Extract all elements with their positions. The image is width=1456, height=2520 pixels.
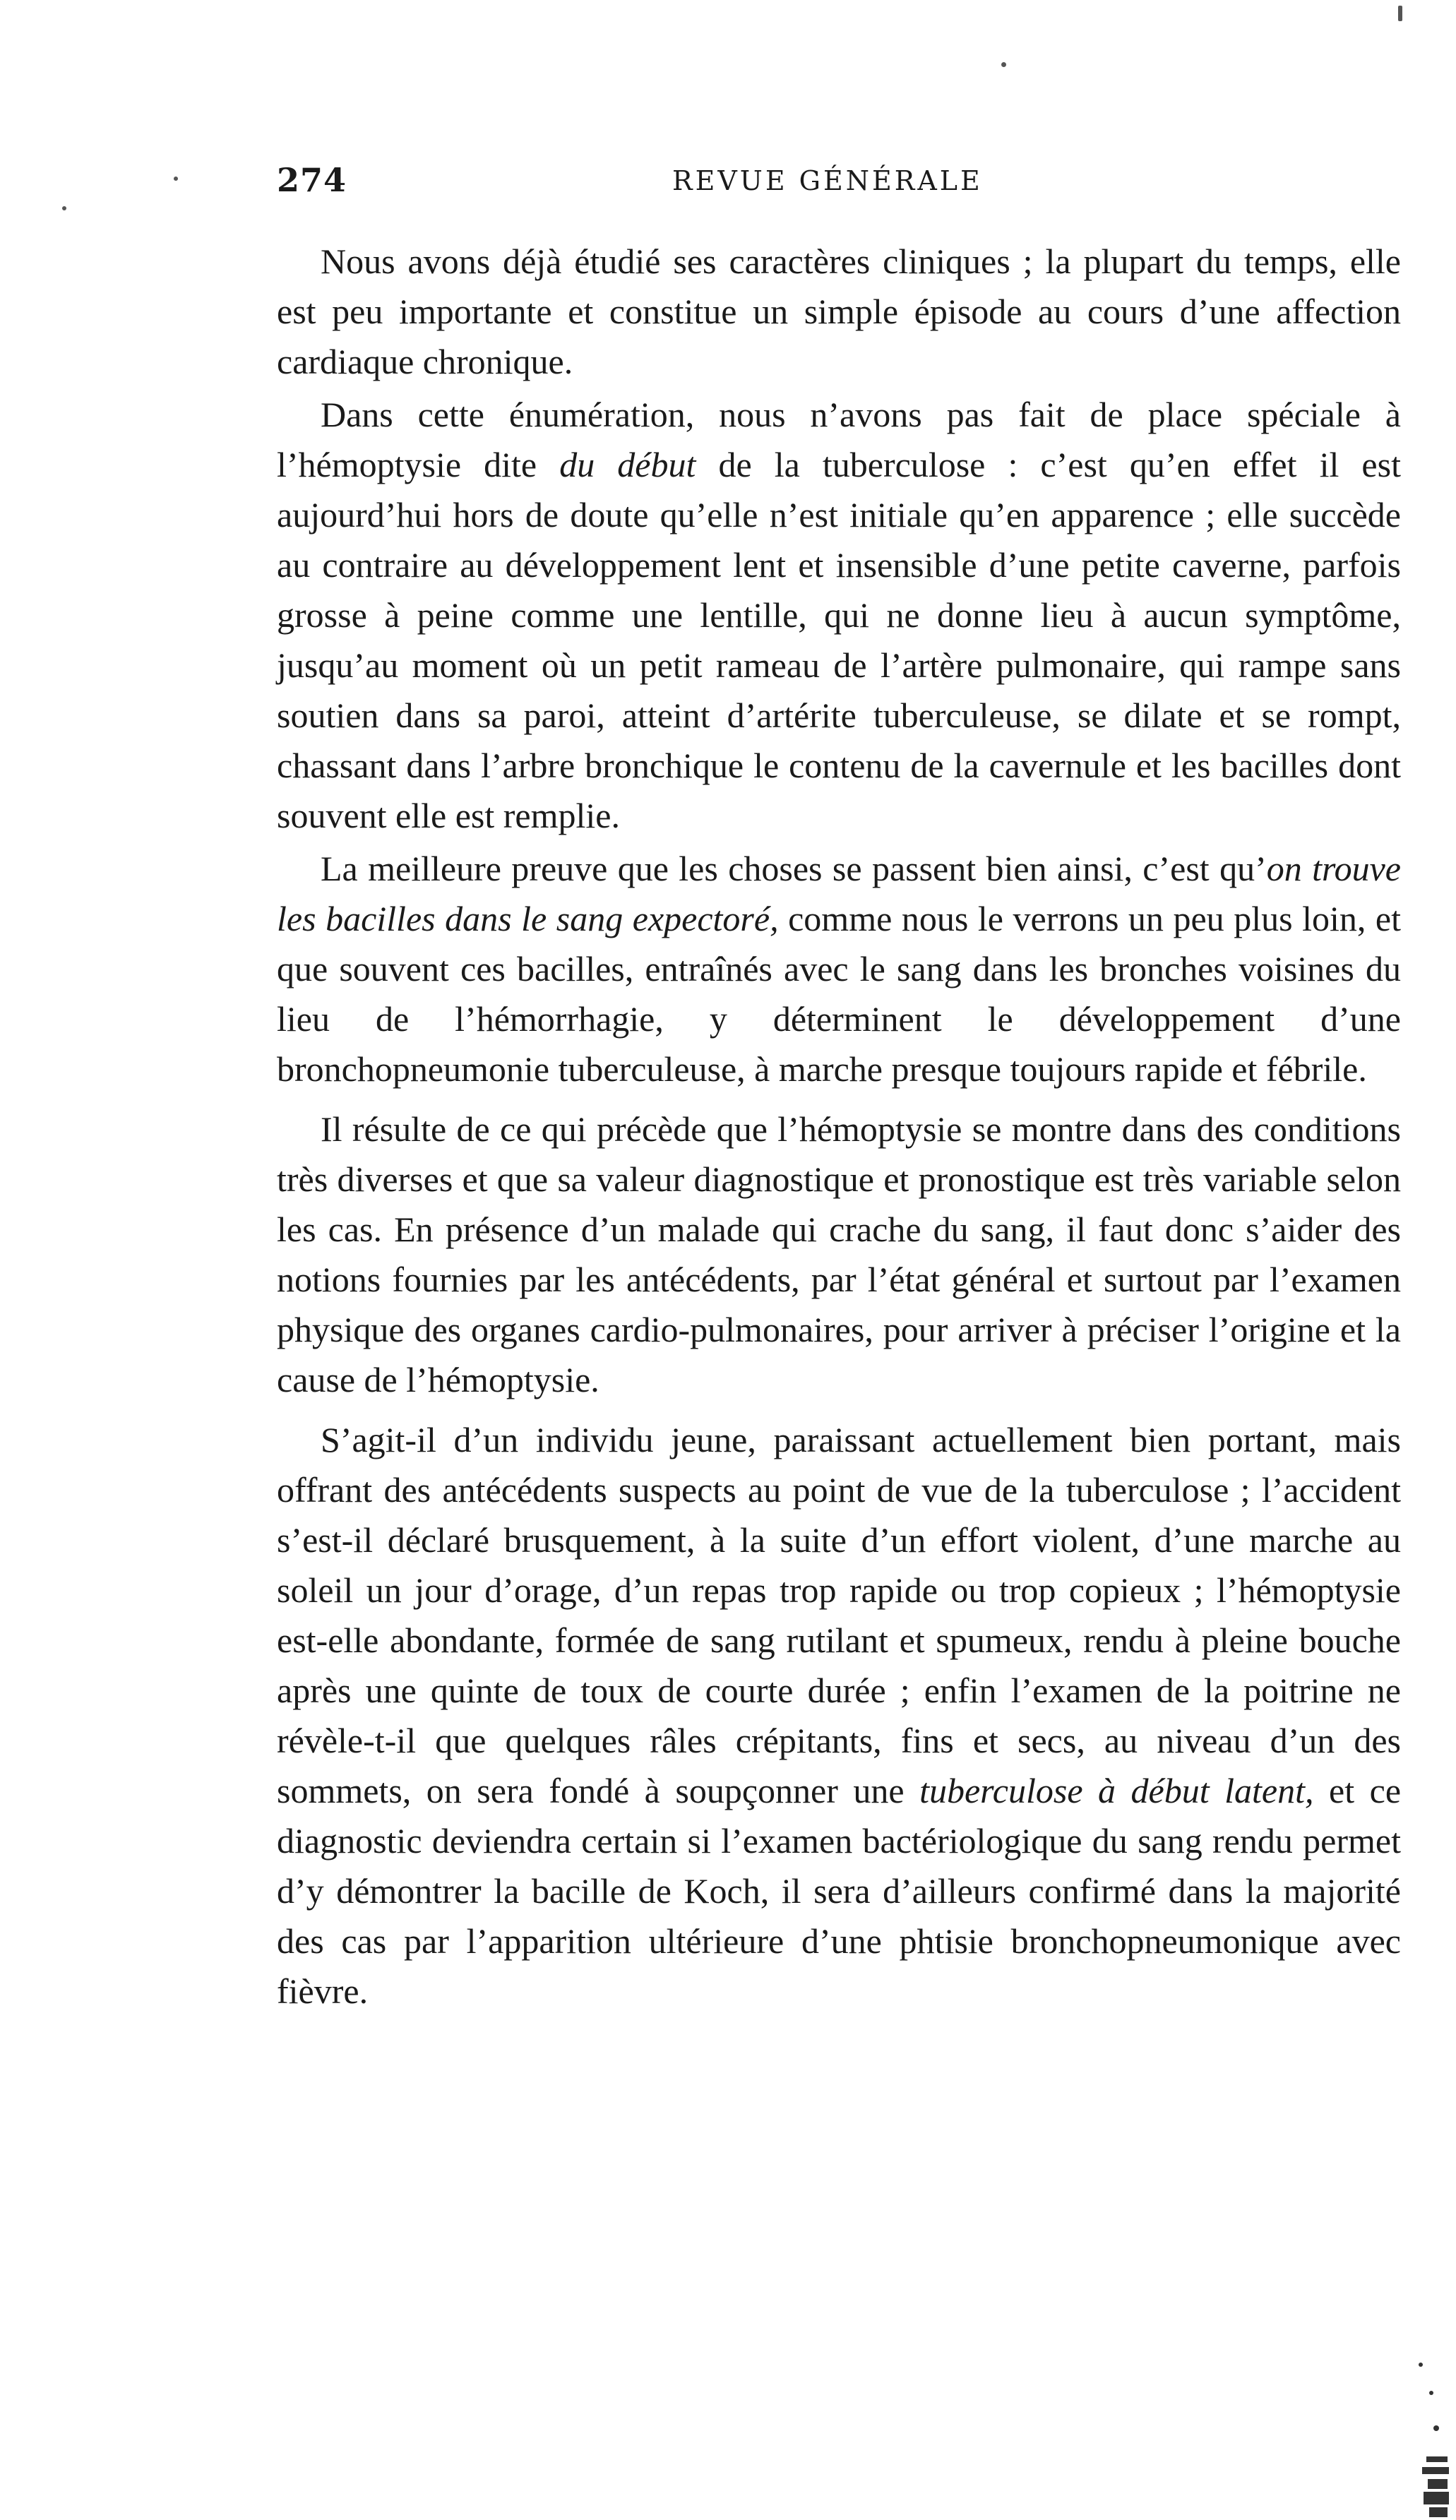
paragraph (277, 390, 1401, 841)
text-segment: et ce diagnostic deviendra certain si l’examen bactériologique du sang rendu permet d’y démontrer la bacille de Koch, il sera d’ailleurs confirmé dans la majorité des cas par l’apparition ultérieure d’une phtisie bronchopneumonique avec fièvre. (277, 1771, 1402, 2011)
text-segment: La meilleure preuve que les choses se passent bien ainsi, c’est qu’ (321, 849, 1267, 888)
page-number: 274 (277, 161, 347, 199)
scan-speck (174, 177, 178, 181)
italic-text: on trouve les bacilles dans le sang expectoré, (277, 849, 1401, 938)
text-segment: Il résulte de ce qui précède que l’hémoptysie se montre dans des conditions très diverses et que sa valeur diagnostique et pronostique est très variable selon les cas. En présence d’un malade qui crache du sang, il faut donc s’aider des notions fournies par les antécédents, par l’état général et surtout par l’examen physique des organes cardio-pulmonaires, pour arriver à préciser l’origine et la cause de l’hémoptysie. (277, 1109, 1401, 1399)
text-segment: Dans cette énumération, nous n’avons pas fait de place spéciale à l’hémoptysie dite (277, 395, 1401, 484)
text-segment: Nous avons déjà étudié ses caractères cliniques ; la plupart du temps, elle est peu importante et constitue un simple épisode au cours d’une affection cardiaque chronique. (277, 241, 1401, 381)
paragraph (277, 1415, 1401, 2017)
scan-speck (1001, 62, 1006, 67)
body-text (277, 237, 1401, 2019)
running-head: REVUE GÉNÉRALE (672, 165, 983, 196)
paragraph (277, 844, 1401, 1094)
scan-speck (62, 206, 66, 210)
text-segment: S’agit-il d’un individu jeune, paraissant actuellement bien portant, mais offrant des antécédents suspects au point de vue de la tuberculose ; l’accident s’est-il déclaré brusquement, à la suite d’un effort violent, d’une marche au soleil un jour d’orage, d’un repas trop rapide ou trop copieux ; l’hémoptysie est-elle abondante, formée de sang rutilant et spumeux, rendu à pleine bouche après une quinte de toux de courte durée ; enfin l’examen de la poitrine ne révèle-t-il que quelques râles crépitants, fins et secs, au niveau d’un des sommets, on sera fondé à soupçonner une (277, 1420, 1401, 1810)
italic-text: du début (559, 445, 696, 484)
scan-speckle-artifact (1392, 2351, 1456, 2520)
text-segment: comme nous le verrons un peu plus loin, et que souvent ces bacilles, entraînés avec le sang dans les bronches voisines du lieu de l’hémorrhagie, y déterminent le développement d’une bronchopneumonie tuberculeuse, à marche presque toujours rapide et fébrile. (277, 899, 1401, 1089)
scan-speck (1398, 6, 1402, 21)
paragraph (277, 1104, 1401, 1405)
text-segment: de la tuberculose : c’est qu’en effet il est aujourd’hui hors de doute qu’elle n’est initiale qu’en apparence ; elle succède au contraire au développement lent et insensible d’une petite caverne, parfois grosse à peine comme une lentille, qui ne donne lieu à aucun symptôme, jusqu’au moment où un petit rameau de l’artère pulmonaire, qui rampe sans soutien dans sa paroi, atteint d’artérite tuberculeuse, se dilate et se rompt, chassant dans l’arbre bronchique le contenu de la cavernule et les bacilles dont souvent elle est remplie. (277, 445, 1401, 835)
italic-text: tuberculose à début latent, (919, 1771, 1314, 1810)
page-header (277, 161, 1401, 203)
paragraph (277, 237, 1401, 387)
